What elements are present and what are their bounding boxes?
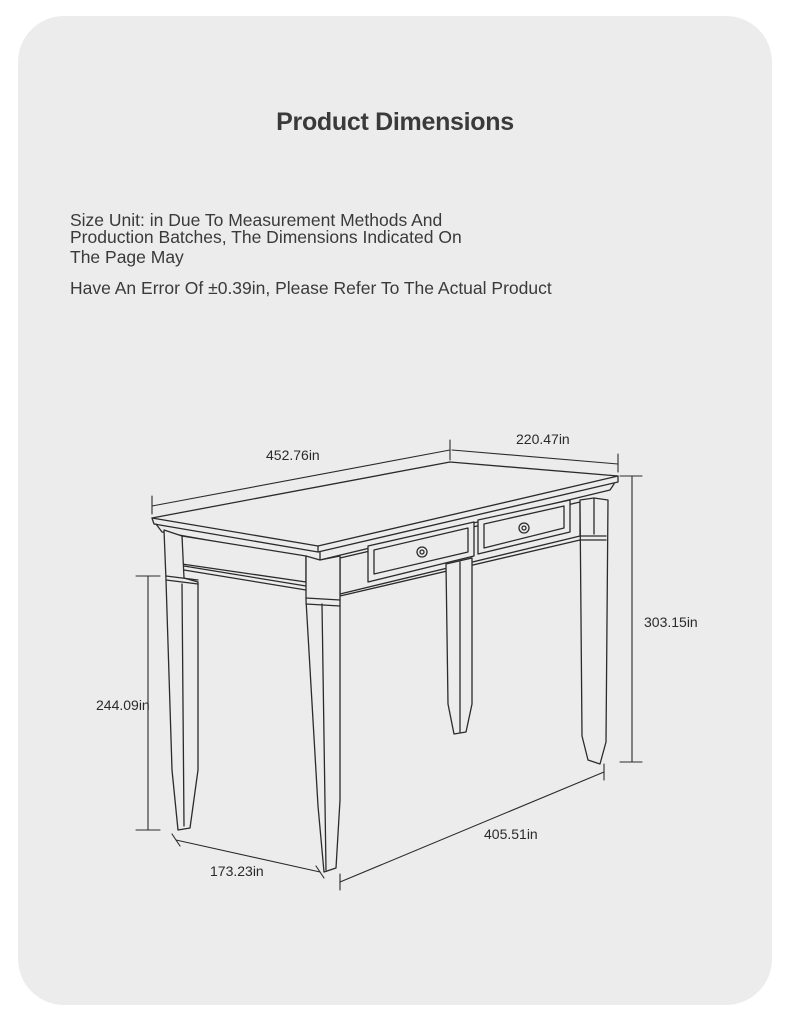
dim-total-height: 303.15in: [644, 614, 698, 630]
leg-back-middle: [446, 558, 472, 734]
error-note: Have An Error Of ±0.39in, Please Refer To The Actual Product: [70, 278, 552, 298]
dim-top-width: 220.47in: [516, 431, 570, 447]
leg-front-right: [306, 556, 340, 872]
note-line-2: Production Batches, The Dimensions Indicated On: [70, 227, 462, 247]
dim-leg-height: 244.09in: [96, 697, 150, 713]
note-line-3: The Page May: [70, 247, 184, 267]
note-line-1: Size Unit: in Due To Measurement Methods And: [70, 210, 443, 230]
dim-top-length: 452.76in: [266, 447, 320, 463]
page-title: Product Dimensions: [276, 108, 514, 136]
dim-bottom-width: 173.23in: [210, 863, 264, 879]
leg-back-right: [580, 498, 608, 764]
leg-front-left: [164, 530, 198, 830]
dim-bottom-length: 405.51in: [484, 826, 538, 842]
